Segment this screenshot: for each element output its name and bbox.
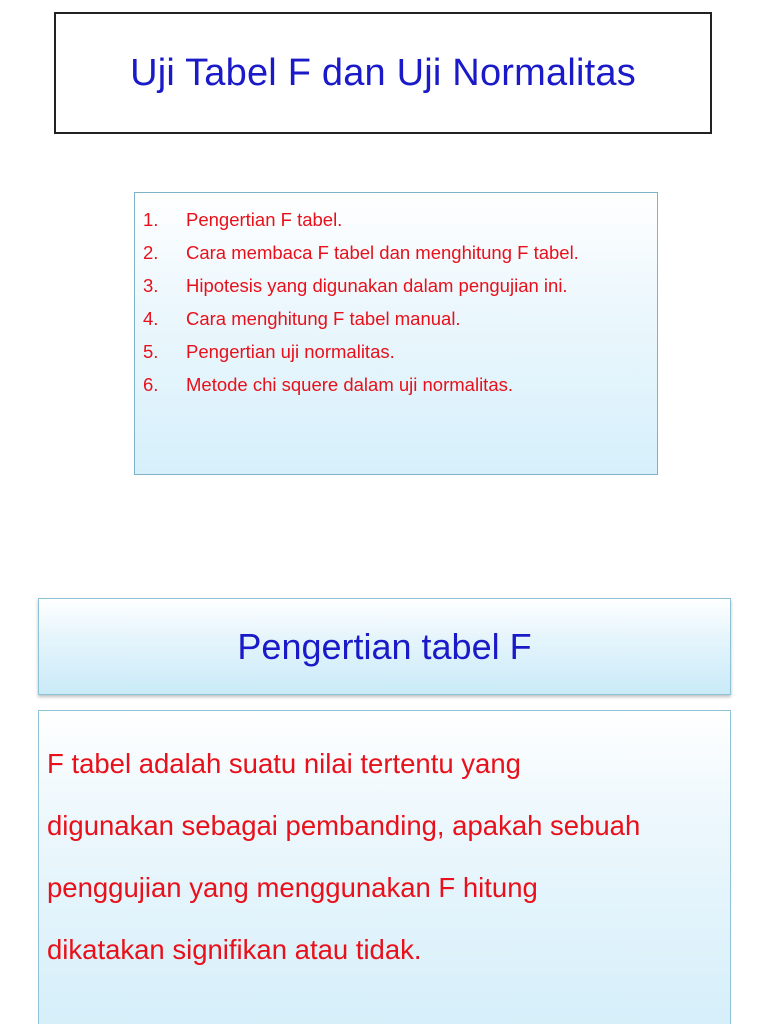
paragraph-line: F tabel adalah suatu nilai tertentu yang bbox=[47, 748, 521, 779]
paragraph-line: digunakan sebagai pembanding, apakah sebuah bbox=[47, 810, 641, 841]
list-item-number: 3. bbox=[143, 275, 159, 296]
content-box bbox=[38, 710, 731, 1024]
list-item bbox=[143, 269, 643, 302]
title-box bbox=[54, 12, 712, 134]
list-item-number: 2. bbox=[143, 242, 159, 263]
list-item-text: Cara menghitung F tabel manual. bbox=[186, 308, 461, 329]
list-item-number: 5. bbox=[143, 341, 159, 362]
list-item bbox=[143, 368, 643, 401]
list-item-number: 4. bbox=[143, 308, 159, 329]
list-item-text: Pengertian F tabel. bbox=[186, 209, 343, 230]
list-item-number: 1. bbox=[143, 209, 159, 230]
section-heading: Pengertian tabel F bbox=[237, 625, 532, 667]
list-item bbox=[143, 302, 643, 335]
list-item-text: Hipotesis yang digunakan dalam pengujian ini. bbox=[186, 275, 568, 296]
list-item bbox=[143, 203, 643, 236]
list-item-number: 6. bbox=[143, 374, 159, 395]
list-item-text: Pengertian uji normalitas. bbox=[186, 341, 395, 362]
table-of-contents bbox=[134, 192, 658, 475]
list-item bbox=[143, 236, 643, 269]
section-header bbox=[38, 598, 731, 695]
paragraph-line: penggujian yang menggunakan F hitung bbox=[47, 872, 538, 903]
list-item-text: Metode chi squere dalam uji normalitas. bbox=[186, 374, 513, 395]
list-item bbox=[143, 335, 643, 368]
list-item-text: Cara membaca F tabel dan menghitung F tabel. bbox=[186, 242, 579, 263]
toc-list bbox=[143, 203, 643, 401]
page-title: Uji Tabel F dan Uji Normalitas bbox=[130, 51, 636, 94]
paragraph-line: dikatakan signifikan atau tidak. bbox=[47, 934, 422, 965]
